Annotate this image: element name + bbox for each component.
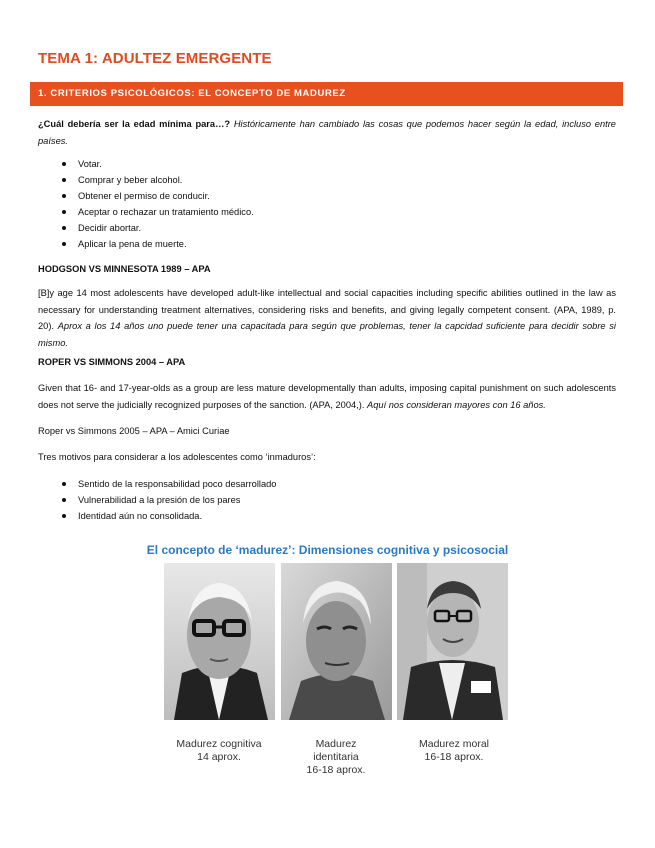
case1-quote: [B]y age 14 most adolescents have developed adult-like intellectual and social capacities including specific abilities outlined in the law as necessary for understanding treatment alternatives, considering risks and benefits, and giving legally competent consent. (APA, 1989, p. 20).	[38, 288, 616, 331]
figure-title: El concepto de ‘madurez’: Dimensiones cognitiva y psicosocial	[146, 543, 509, 557]
list-item: Sentido de la responsabilidad poco desarrollado	[62, 476, 276, 492]
intro-paragraph	[38, 116, 616, 149]
bullet-icon	[62, 194, 66, 198]
bullet-icon	[62, 242, 66, 246]
bullet-icon	[62, 498, 66, 502]
list-item: Decidir abortar.	[62, 220, 254, 236]
bullet-icon	[62, 482, 66, 486]
motives-list	[62, 476, 276, 524]
case2-quote: Given that 16- and 17-year-olds as a group are less mature developmentally than adults, imposing capital punishment on such adolescents does not serve the judicially recognized purposes of the sanction. (APA, 2004,).	[38, 383, 616, 410]
intro-note: Históricamente han cambiado las cosas que podemos hacer según la edad, incluso entre países.	[38, 119, 616, 146]
portrait-photo-3	[397, 563, 508, 720]
case2-note: Aquí nos consideran mayores con 16 años.	[367, 399, 546, 410]
bullet-icon	[62, 178, 66, 182]
list-item: Obtener el permiso de conducir.	[62, 188, 254, 204]
list-item: Aplicar la pena de muerte.	[62, 236, 254, 252]
portrait-photo-1	[164, 563, 275, 720]
case2-heading: ROPER VS SIMMONS 2004 – APA	[38, 357, 186, 367]
page-title: TEMA 1: ADULTEZ EMERGENTE	[38, 50, 272, 67]
case1-paragraph	[38, 285, 616, 351]
bullet-icon	[62, 226, 66, 230]
list-item: Votar.	[62, 156, 254, 172]
list-item: Comprar y beber alcohol.	[62, 172, 254, 188]
bullet-icon	[62, 162, 66, 166]
case1-heading: HODGSON VS MINNESOTA 1989 – APA	[38, 264, 211, 274]
section-title: 1. CRITERIOS PSICOLÓGICOS: EL CONCEPTO DE MADUREZ	[38, 88, 346, 99]
caption-moral: Madurez moral 16-18 aprox.	[418, 738, 490, 763]
case1-note: Aprox a los 14 años uno puede tener una capacitada para según que problemas, tener la capcidad suficiente para decidir sobre si mismo.	[38, 321, 616, 348]
list-item: Identidad aún no consolidada.	[62, 508, 276, 524]
list-item: Aceptar o rechazar un tratamiento médico.	[62, 204, 254, 220]
case3-intro: Tres motivos para considerar a los adolescentes como ‘inmaduros’:	[38, 452, 316, 462]
case3-heading: Roper vs Simmons 2005 – APA – Amici Curiae	[38, 426, 230, 436]
activities-list	[62, 156, 254, 252]
caption-cognitive: Madurez cognitiva 14 aprox.	[176, 738, 262, 763]
case2-paragraph	[38, 380, 616, 413]
bullet-icon	[62, 210, 66, 214]
intro-question: ¿Cuál debería ser la edad mínima para…?	[38, 119, 231, 129]
section-header-bar	[30, 82, 623, 106]
bullet-icon	[62, 514, 66, 518]
portrait-photo-2	[281, 563, 392, 720]
list-item: Vulnerabilidad a la presión de los pares	[62, 492, 276, 508]
caption-identity: Madurez identitaria 16-18 aprox.	[306, 738, 366, 776]
